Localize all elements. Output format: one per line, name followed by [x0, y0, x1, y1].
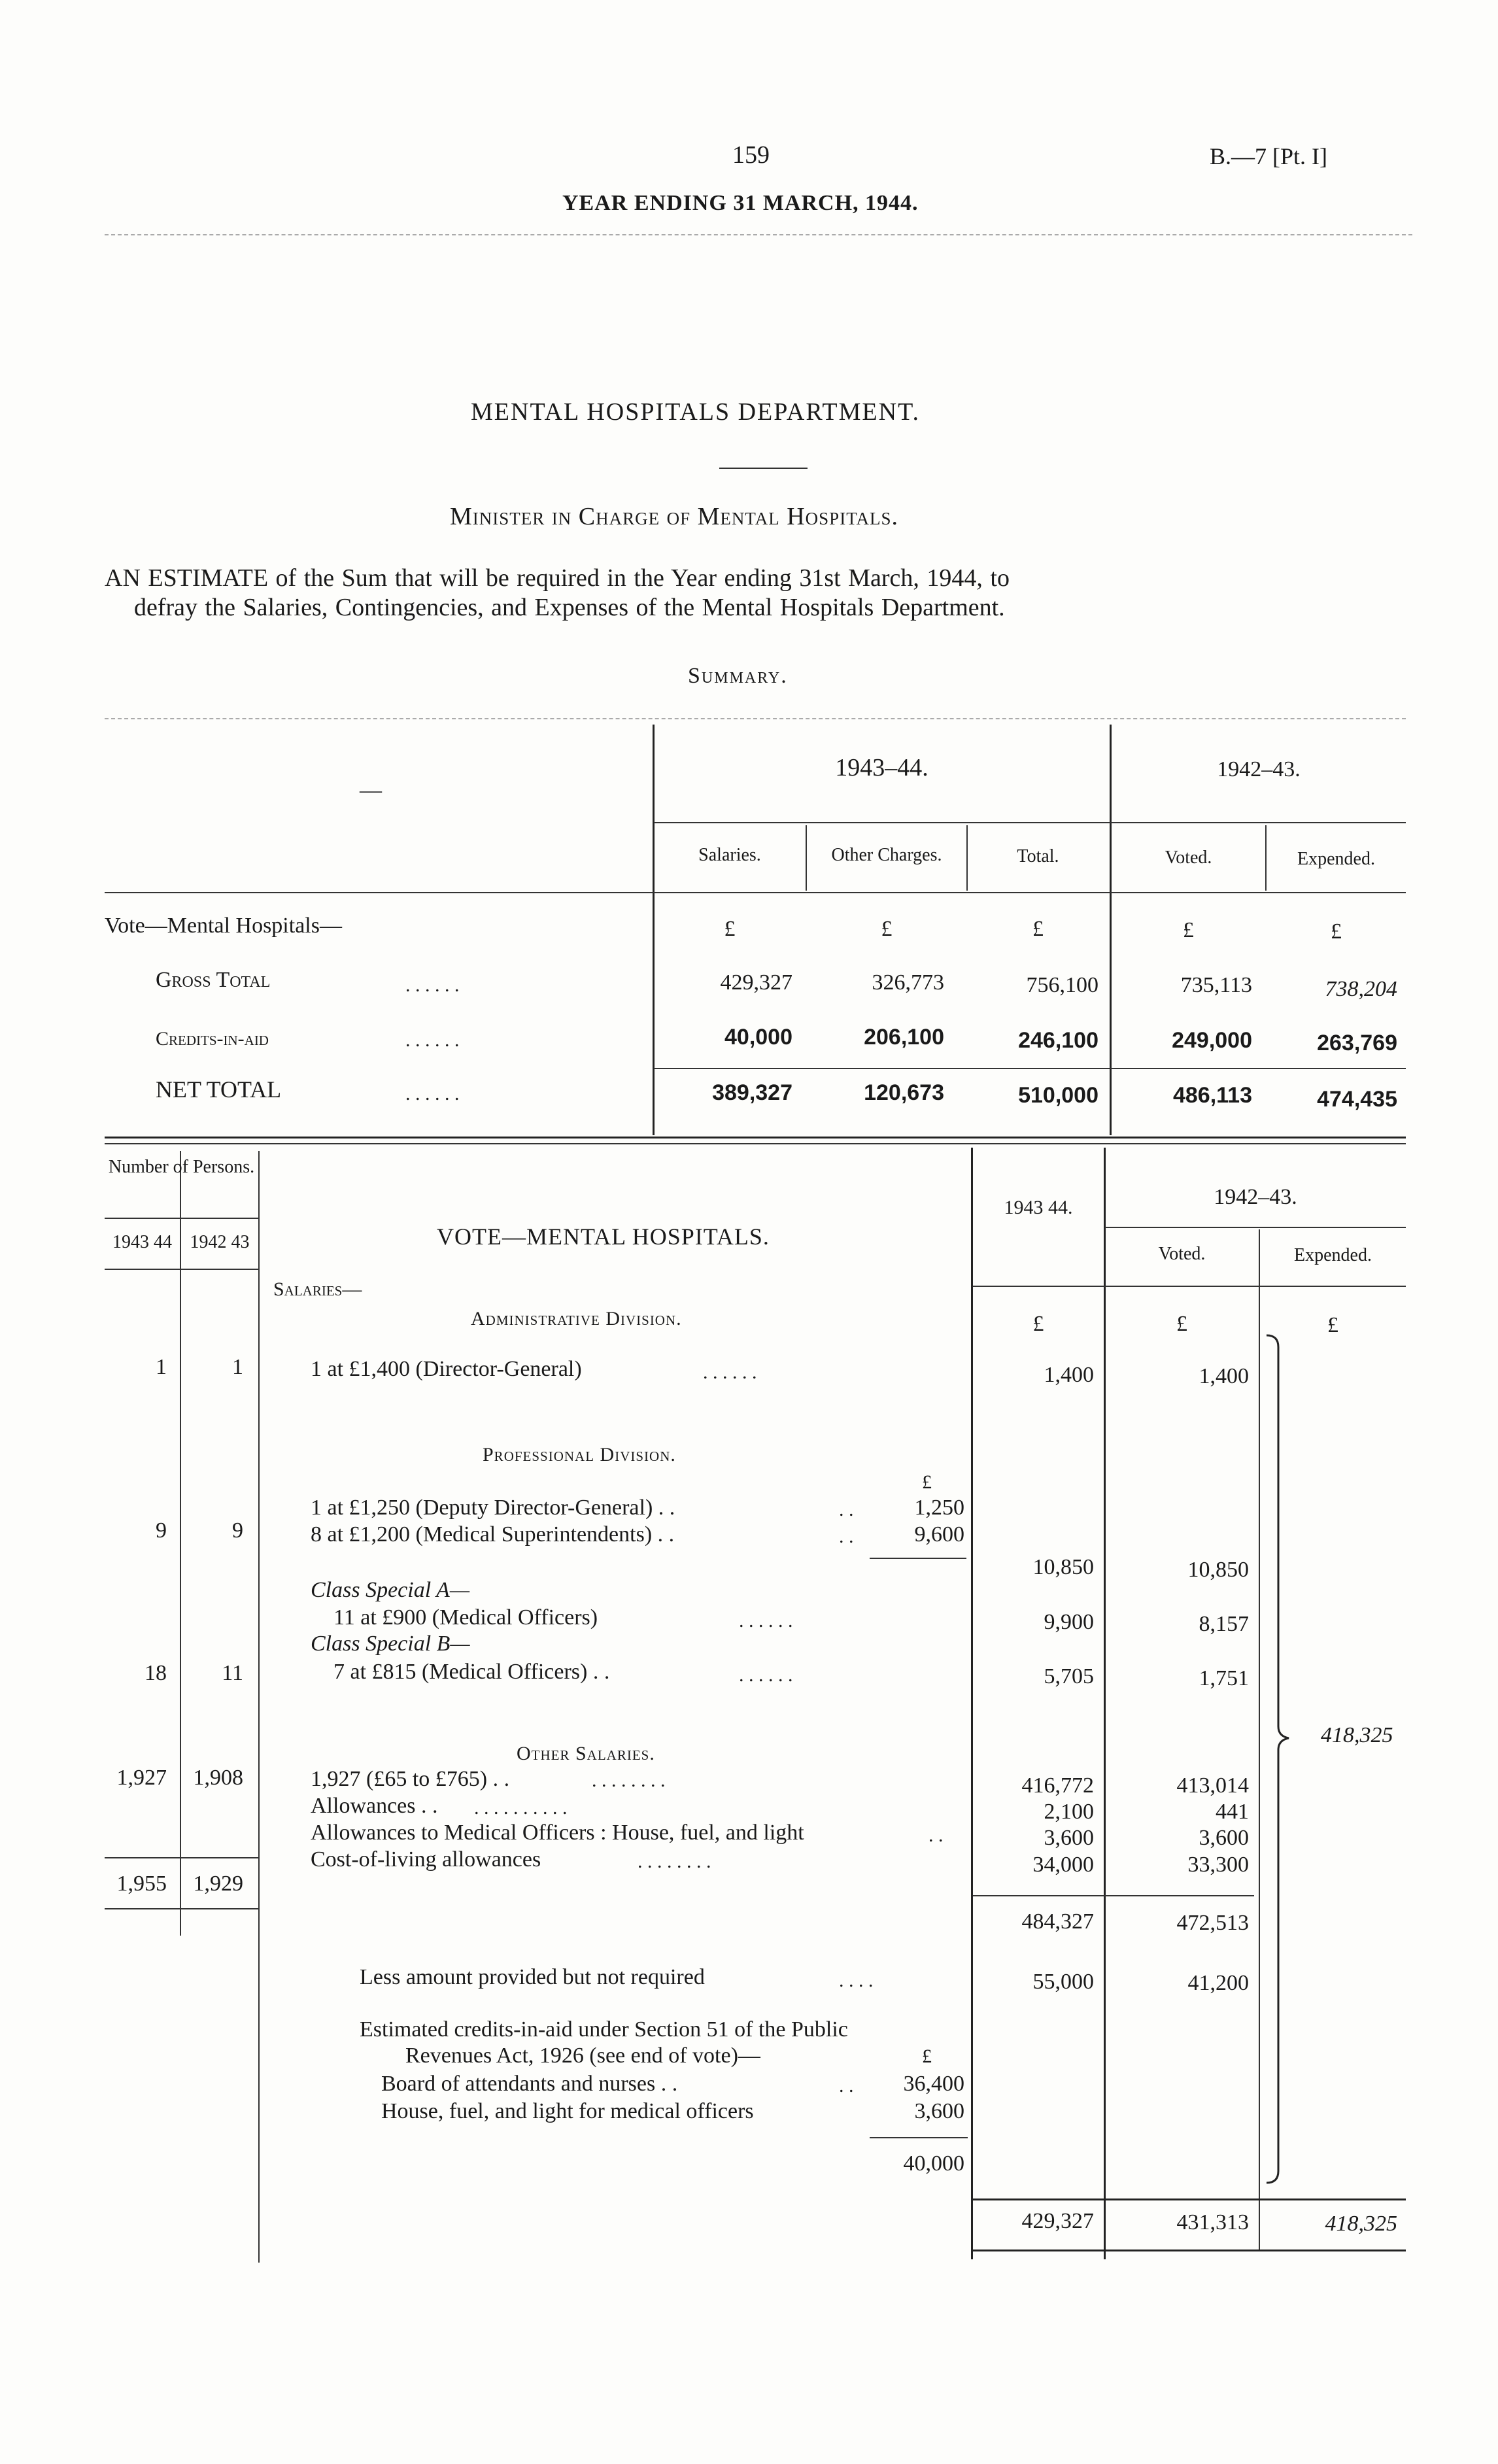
vote-col-expended: Expended.: [1294, 1245, 1372, 1265]
medical-officers-current: 9,900: [1044, 1610, 1094, 1634]
net-total-rule: [654, 1068, 1406, 1069]
summary-col-salaries: Salaries.: [698, 845, 761, 865]
salaries-value: 389,327: [712, 1080, 792, 1105]
expended-bracket: [1265, 1334, 1291, 2184]
salaries-value: 429,327: [720, 970, 792, 995]
summary-header-rule: [105, 892, 1406, 893]
final-voted: 431,313: [1176, 2210, 1249, 2234]
other-salaries-heading: Other Salaries.: [517, 1743, 655, 1764]
persons-1943-other: 1,927: [116, 1766, 167, 1790]
persons-1942-admin: 1: [232, 1355, 243, 1379]
currency-expended: £: [1331, 919, 1342, 944]
credits-currency: £: [922, 2045, 932, 2067]
number-of-persons: Number of Persons.: [108, 1157, 255, 1177]
leader-dots: . .: [839, 1499, 854, 1520]
house-fuel-amount: 3,600: [914, 2099, 964, 2123]
vote-currency-expended: £: [1327, 1313, 1338, 1337]
department-title: MENTAL HOSPITALS DEPARTMENT.: [471, 398, 920, 426]
expended-bracket-value: 418,325: [1321, 1723, 1393, 1747]
medical-officers-label: 11 at £900 (Medical Officers): [333, 1605, 598, 1630]
persons-total-rule: [105, 1857, 258, 1858]
superintendents-label: 8 at £1,200 (Medical Superintendents) . .: [311, 1522, 675, 1547]
summary-bottom-rule: [105, 1137, 1406, 1138]
less-amount-label: Less amount provided but not required: [360, 1965, 705, 1989]
vote-year-previous: 1942–43.: [1214, 1185, 1297, 1209]
class-special-a: Class Special A—: [311, 1578, 470, 1602]
leader-dots: . . . . . . . .: [592, 1770, 666, 1791]
salaries-value: 40,000: [724, 1025, 792, 1050]
credits-line-1: Estimated credits-in-aid under Section 51 of the Public: [360, 2017, 848, 2042]
final-current: 429,327: [1021, 2209, 1094, 2233]
medical-officers-b-voted: 1,751: [1199, 1666, 1249, 1690]
header-rule: [105, 234, 1412, 235]
other-row-label: Cost-of-living allowances: [311, 1847, 541, 1872]
persons-1942-prof: 9: [232, 1518, 243, 1543]
vote-currency-current: £: [1032, 1312, 1044, 1336]
expended-value: 738,204: [1325, 977, 1397, 1001]
summary-bottom-rule-2: [105, 1143, 1406, 1144]
vote-header-rule: [973, 1286, 1406, 1287]
less-amount-current: 55,000: [1032, 1970, 1094, 1994]
house-fuel-label: House, fuel, and light for medical officers: [381, 2099, 754, 2123]
row-label: Credits-in-aid: [156, 1028, 269, 1050]
leader-dots: . . . . . .: [405, 1029, 460, 1051]
leader-dots: . . . . . .: [739, 1664, 793, 1686]
director-general-voted: 1,400: [1199, 1364, 1249, 1388]
leader-dots: . .: [839, 1526, 854, 1547]
credits-line-2: Revenues Act, 1926 (see end of vote)—: [405, 2044, 760, 2068]
admin-division-heading: Administrative Division.: [471, 1308, 682, 1329]
persons-1942-other: 1,908: [193, 1766, 243, 1790]
vote-year-current: 1943 44.: [1004, 1197, 1073, 1218]
superintendents-amount: 9,600: [914, 1522, 964, 1547]
leader-dots: . .: [839, 2075, 854, 2096]
row-label: NET TOTAL: [156, 1076, 282, 1103]
other-row-label: 1,927 (£65 to £765) . .: [311, 1767, 510, 1791]
director-general-current: 1,400: [1044, 1363, 1094, 1387]
persons-right-border: [258, 1151, 260, 2263]
inner-currency: £: [922, 1471, 932, 1493]
persons-bottom-rule: [105, 1908, 258, 1909]
leader-dots: . . . . . .: [405, 974, 460, 996]
other-row-voted: 413,014: [1176, 1773, 1249, 1798]
minister-line: Minister in Charge of Mental Hospitals.: [450, 503, 899, 530]
vote-expended-left-border: [1259, 1229, 1260, 2250]
subtotal-voted: 472,513: [1176, 1911, 1249, 1935]
medical-officers-b-current: 5,705: [1044, 1664, 1094, 1688]
subtotal-current: 484,327: [1021, 1909, 1094, 1934]
prof-subtotal-voted: 10,850: [1187, 1558, 1249, 1582]
persons-1943-prof: 9: [156, 1518, 167, 1543]
persons-1942-total: 1,929: [193, 1872, 243, 1896]
medical-officers-b-label: 7 at £815 (Medical Officers) . .: [333, 1660, 610, 1684]
leader-dots: . . . . . .: [405, 1083, 460, 1104]
vote-currency-voted: £: [1176, 1312, 1187, 1336]
vote-heading: VOTE—MENTAL HOSPITALS.: [437, 1223, 770, 1250]
summary-top-rule: [105, 718, 1406, 719]
total-value: 246,100: [1018, 1028, 1098, 1053]
less-amount-voted: 41,200: [1187, 1971, 1249, 1995]
persons-subheader-rule: [105, 1269, 258, 1270]
page-number: 159: [732, 141, 770, 169]
leader-dots: . . . . . .: [739, 1610, 793, 1632]
other-row-current: 3,600: [1044, 1826, 1094, 1850]
persons-1942-special-b: 11: [222, 1661, 243, 1685]
summary-col-total: Total.: [1017, 846, 1059, 866]
voted-value: 249,000: [1172, 1028, 1252, 1053]
director-general-label: 1 at £1,400 (Director-General): [311, 1357, 582, 1381]
expended-value: 474,435: [1317, 1087, 1397, 1112]
voted-value: 486,113: [1172, 1083, 1252, 1108]
board-label: Board of attendants and nurses . .: [381, 2072, 678, 2096]
document-reference: B.—7 [Pt. I]: [1210, 143, 1327, 169]
currency-other: £: [881, 917, 893, 941]
summary-col-expended: Expended.: [1297, 849, 1375, 869]
summary-year-current: 1943–44.: [835, 754, 928, 781]
other-row-voted: 33,300: [1187, 1853, 1249, 1877]
other-row-voted: 441: [1216, 1800, 1249, 1824]
estimate-line-1: AN ESTIMATE of the Sum that will be required in the Year ending 31st March, 1944, to: [105, 564, 1010, 592]
leader-dots: . . . .: [839, 1970, 874, 1991]
other-row-current: 416,772: [1021, 1773, 1094, 1798]
credits-total: 40,000: [903, 2151, 964, 2176]
prof-inner-rule: [870, 1558, 966, 1559]
final-expended: 418,325: [1325, 2212, 1397, 2236]
persons-header-rule: [105, 1218, 258, 1219]
other-value: 120,673: [864, 1080, 944, 1105]
final-bottom-rule: [973, 2250, 1406, 2251]
row-label: Gross Total: [156, 968, 271, 992]
prof-subtotal-current: 10,850: [1032, 1555, 1094, 1579]
leader-dots: . .: [928, 1824, 944, 1846]
vote-col-voted: Voted.: [1158, 1244, 1206, 1264]
estimate-line-2: defray the Salaries, Contingencies, and Expenses of the Mental Hospitals Department.: [134, 594, 1005, 621]
voted-value: 735,113: [1180, 973, 1252, 997]
medical-officers-voted: 8,157: [1199, 1612, 1249, 1636]
class-special-b: Class Special B—: [311, 1632, 470, 1656]
persons-1943-total: 1,955: [116, 1872, 167, 1896]
other-value: 206,100: [864, 1025, 944, 1050]
salaries-heading: Salaries—: [273, 1278, 362, 1300]
other-row-voted: 3,600: [1199, 1826, 1249, 1850]
professional-division-heading: Professional Division.: [483, 1444, 676, 1465]
final-top-rule: [973, 2199, 1406, 2200]
currency-salaries: £: [724, 917, 736, 941]
summary-col-voted: Voted.: [1165, 847, 1212, 868]
title-rule: [719, 468, 808, 469]
board-amount: 36,400: [903, 2072, 964, 2096]
persons-col-1942: 1942 43: [190, 1232, 250, 1252]
summary-dash: —: [360, 778, 382, 802]
summary-year-previous: 1942–43.: [1217, 757, 1301, 781]
other-row-label: Allowances to Medical Officers : House, fuel, and light: [311, 1821, 804, 1845]
persons-1943-special-b: 18: [145, 1661, 167, 1685]
leader-dots: . . . . . . . . . .: [474, 1797, 568, 1819]
total-value: 756,100: [1026, 973, 1098, 997]
persons-1943-admin: 1: [156, 1355, 167, 1379]
other-row-label: Allowances . .: [311, 1794, 438, 1818]
leader-dots: . . . . . . . .: [638, 1851, 711, 1872]
credits-inner-rule: [870, 2137, 968, 2138]
currency-voted: £: [1183, 918, 1194, 942]
other-value: 326,773: [872, 970, 944, 995]
vote-previous-rule: [1105, 1227, 1406, 1228]
other-row-current: 34,000: [1032, 1853, 1094, 1877]
expended-value: 263,769: [1317, 1031, 1397, 1055]
subtotal-rule: [973, 1895, 1254, 1896]
other-row-current: 2,100: [1044, 1800, 1094, 1824]
persons-col-1943: 1943 44: [112, 1232, 172, 1252]
currency-total: £: [1032, 917, 1044, 941]
summary-heading: Summary.: [688, 664, 788, 688]
total-value: 510,000: [1018, 1083, 1098, 1108]
summary-subheader-rule: [654, 822, 1406, 823]
leader-dots: . . . . . .: [703, 1361, 757, 1383]
deputy-label: 1 at £1,250 (Deputy Director-General) . .: [311, 1496, 675, 1520]
year-line: YEAR ENDING 31 MARCH, 1944.: [562, 191, 919, 215]
summary-col-other: Other Charges.: [831, 845, 942, 865]
vote-label: Vote—Mental Hospitals—: [105, 914, 342, 938]
deputy-amount: 1,250: [914, 1496, 964, 1520]
